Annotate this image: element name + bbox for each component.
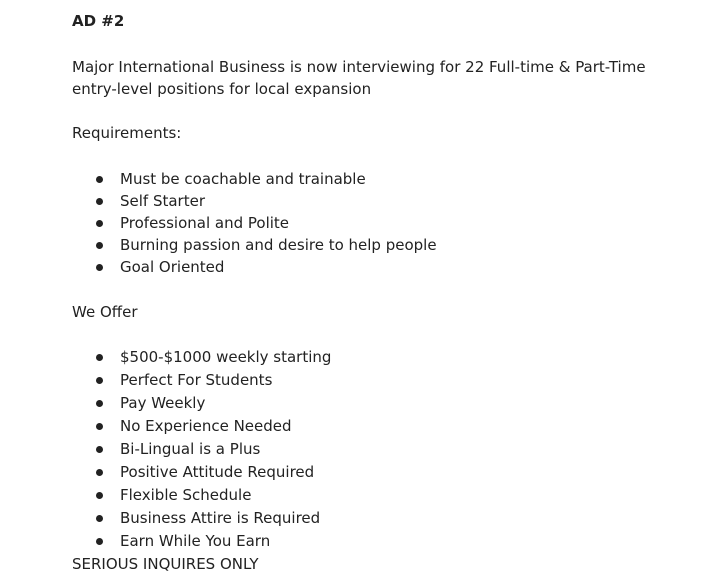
- offer-item: [72, 369, 692, 392]
- bullet-icon: [96, 538, 103, 545]
- requirement-item: [72, 212, 692, 234]
- offer-label: We Offer: [72, 303, 138, 321]
- requirement-item: [72, 256, 692, 278]
- bullet-icon: [96, 492, 103, 499]
- offer-item: [72, 346, 692, 369]
- offer-item: [72, 415, 692, 438]
- bullet-icon: [96, 469, 103, 476]
- requirement-text: Self Starter: [120, 192, 206, 210]
- requirement-text: Must be coachable and trainable: [120, 170, 366, 188]
- bullet-icon: [96, 400, 103, 407]
- offer-item: [72, 530, 692, 553]
- requirements-label: Requirements:: [72, 124, 182, 142]
- offer-text: No Experience Needed: [120, 417, 292, 435]
- requirement-text: Burning passion and desire to help people: [120, 236, 437, 254]
- offer-text: Earn While You Earn: [120, 532, 271, 550]
- offer-item: [72, 392, 692, 415]
- requirement-item: [72, 234, 692, 256]
- offers-list: [72, 346, 692, 553]
- requirement-text: Goal Oriented: [120, 258, 225, 276]
- requirement-item: [72, 168, 692, 190]
- requirement-item: [72, 190, 692, 212]
- offer-text: Bi-Lingual is a Plus: [120, 440, 261, 458]
- offer-text: Positive Attitude Required: [120, 463, 315, 481]
- ad-title: AD #2: [72, 12, 125, 30]
- requirement-text: Professional and Polite: [120, 214, 290, 232]
- requirements-list: [72, 168, 692, 278]
- offer-item: [72, 484, 692, 507]
- offer-item: [72, 438, 692, 461]
- offer-text: Flexible Schedule: [120, 486, 252, 504]
- bullet-icon: [96, 423, 103, 430]
- bullet-icon: [96, 354, 103, 361]
- ad-document: [72, 10, 692, 575]
- offer-text: Perfect For Students: [120, 371, 273, 389]
- offer-item: [72, 507, 692, 530]
- bullet-icon: [96, 377, 103, 384]
- offer-item: [72, 461, 692, 484]
- offer-text: Pay Weekly: [120, 394, 206, 412]
- bullet-icon: [96, 515, 103, 522]
- bullet-icon: [96, 220, 103, 227]
- bullet-icon: [96, 242, 103, 249]
- offer-text: $500-$1000 weekly starting: [120, 348, 332, 366]
- bullet-icon: [96, 198, 103, 205]
- bullet-icon: [96, 264, 103, 271]
- bullet-icon: [96, 176, 103, 183]
- closing-note: SERIOUS INQUIRES ONLY: [72, 555, 259, 573]
- ad-intro-text: Major International Business is now interviewing for 22 Full-time & Part-Time entry-level positions for local expansion: [72, 58, 646, 98]
- bullet-icon: [96, 446, 103, 453]
- offer-text: Business Attire is Required: [120, 509, 321, 527]
